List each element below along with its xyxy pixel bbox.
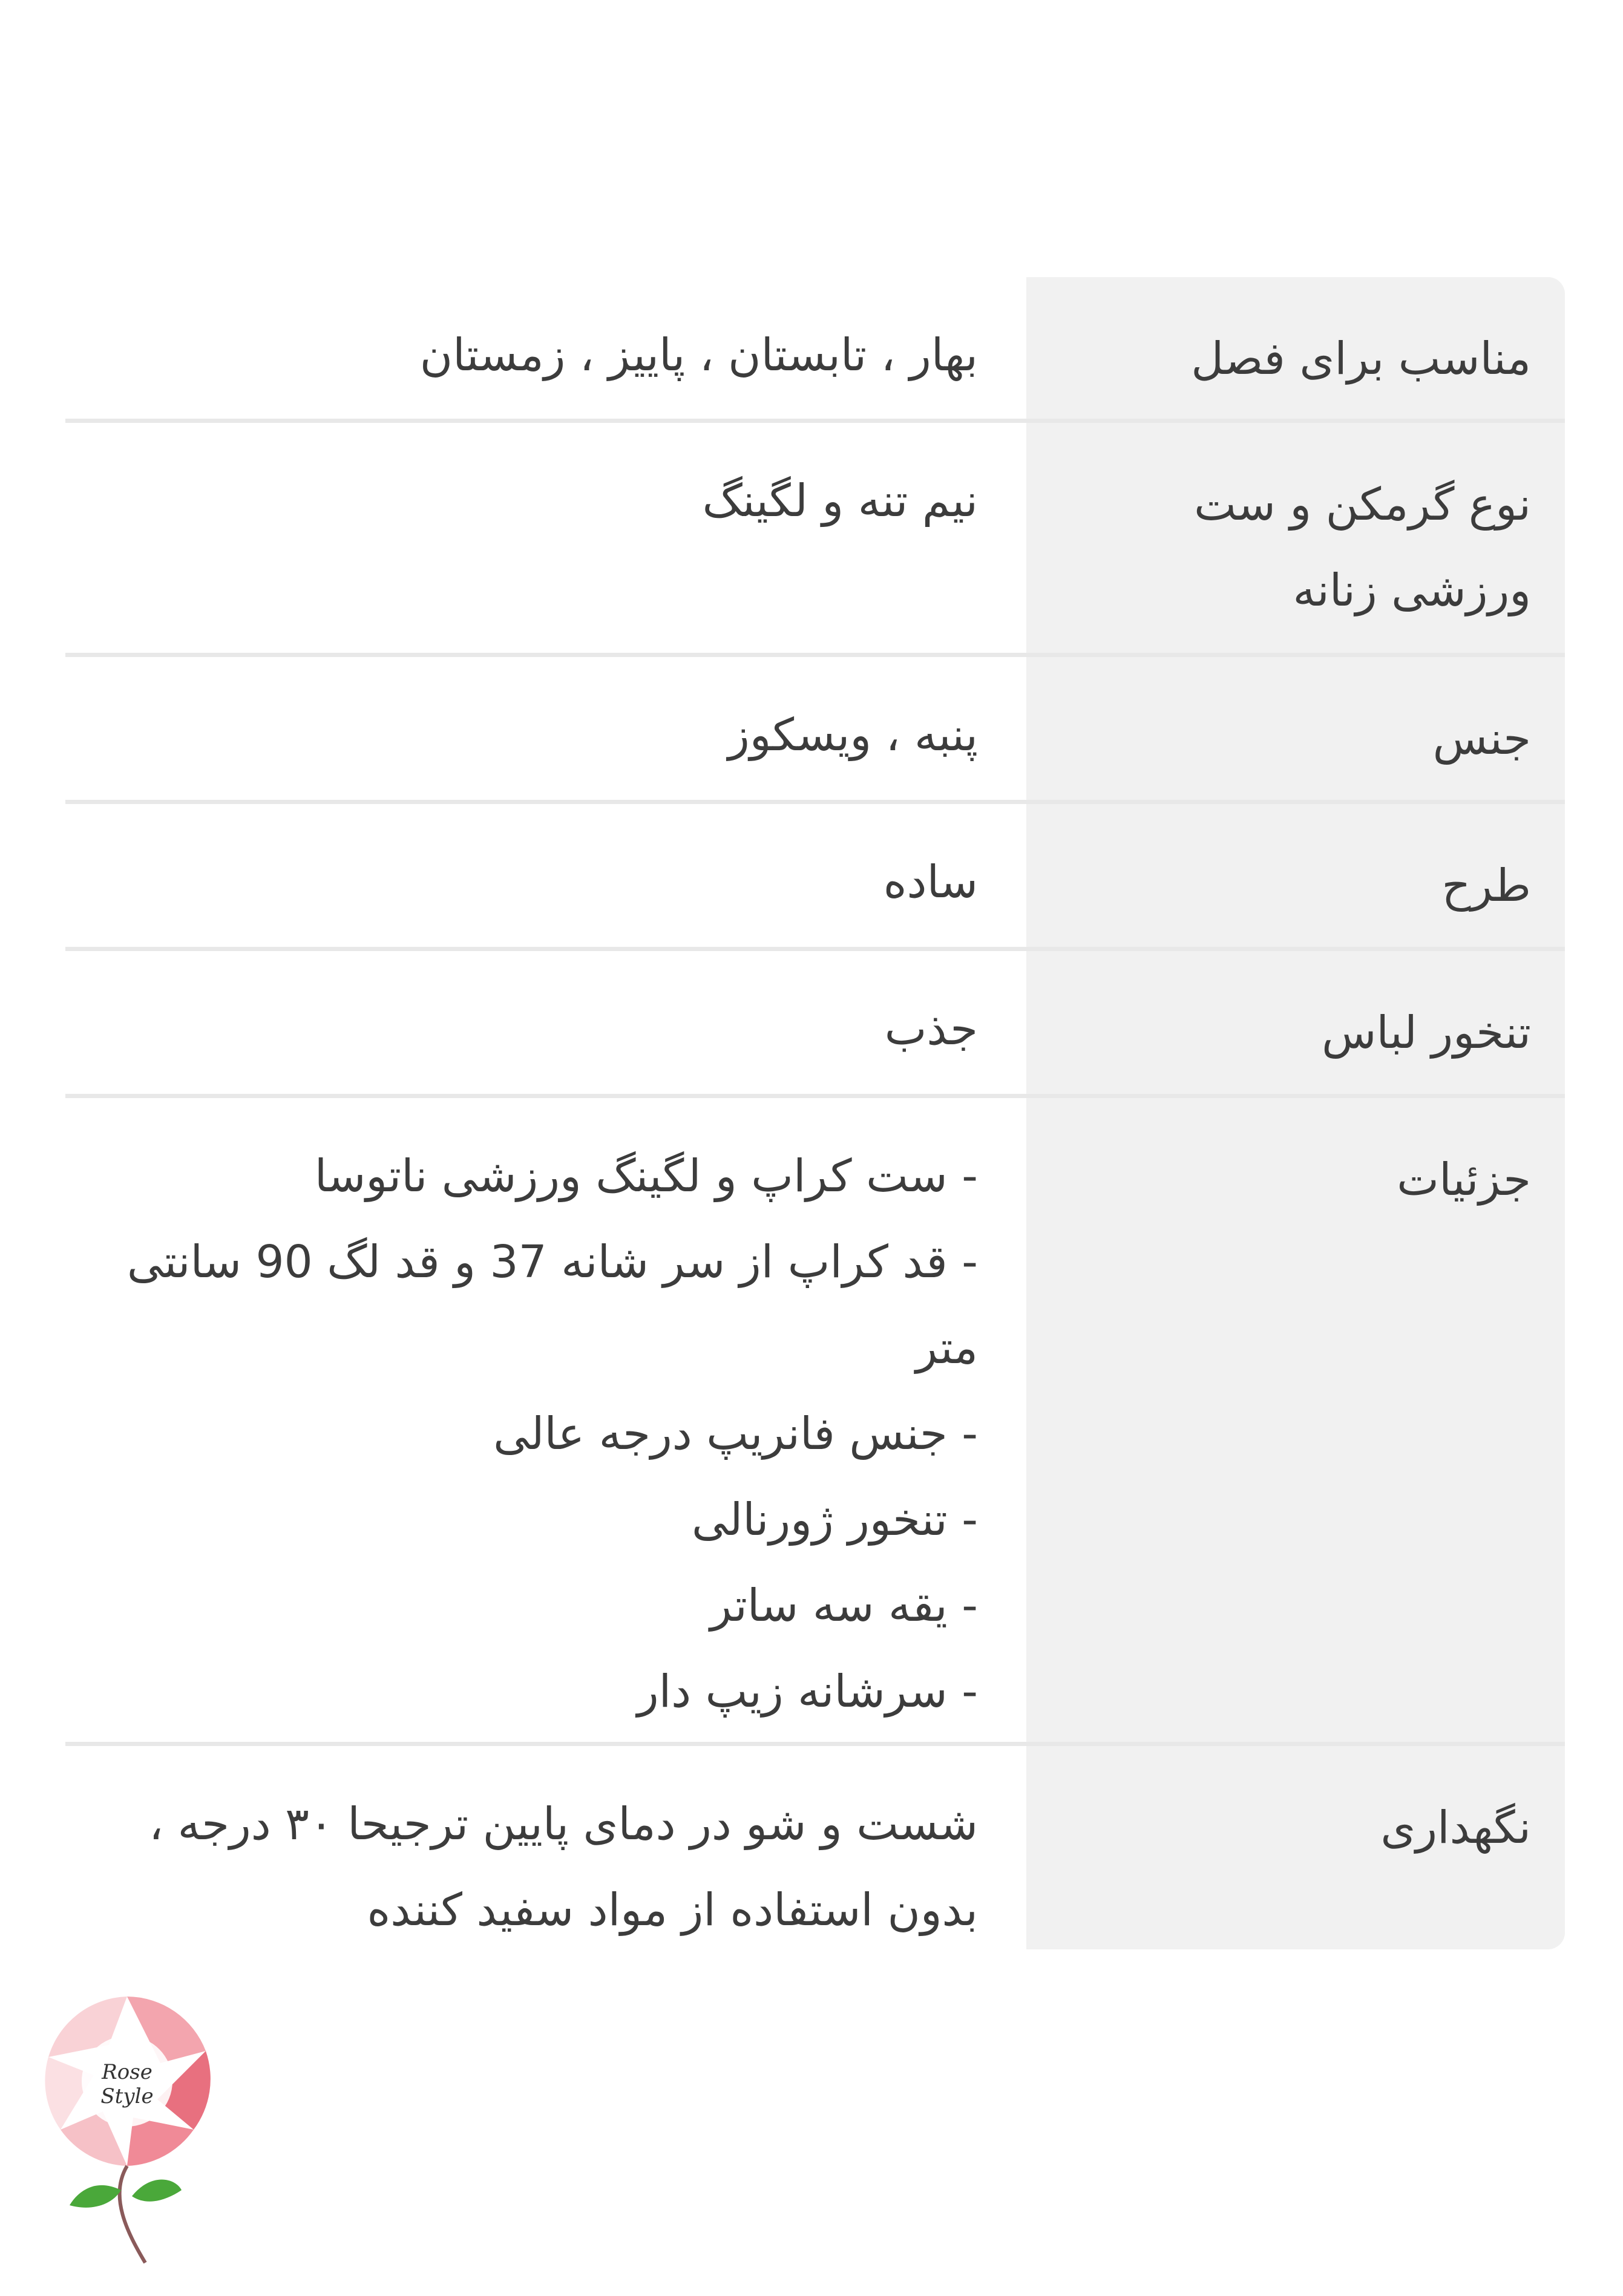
spec-row-type [65, 423, 1565, 657]
spec-label: جزئیات [1026, 1098, 1565, 1742]
spec-label: مناسب برای فصل [1026, 277, 1565, 419]
spec-value-details [65, 1098, 1026, 1742]
detail-line: - یقه سه ساتر [710, 1580, 978, 1632]
spec-row-material [65, 657, 1565, 804]
spec-value: شست و شو در دمای پایین ترجیحا ۳۰ درجه ، بدون استفاده از مواد سفید کننده [149, 1798, 978, 1936]
spec-row-season [65, 277, 1565, 423]
spec-label: جنس [1026, 657, 1565, 800]
detail-line: - سرشانه زیپ دار [637, 1666, 978, 1718]
spec-label: طرح [1026, 804, 1565, 947]
spec-row-details [65, 1098, 1565, 1746]
spec-value: ساده [883, 856, 978, 908]
rose-logo-icon [36, 1978, 230, 2269]
spec-value: نیم تنه و لگینگ [702, 475, 978, 527]
detail-line: - جنس فانریپ درجه عالی [493, 1408, 978, 1460]
spec-value: بهار ، تابستان ، پاییز ، زمستان [419, 329, 978, 381]
spec-row-care [65, 1746, 1565, 1949]
spec-label: تنخور لباس [1026, 951, 1565, 1094]
spec-row-fit [65, 951, 1565, 1098]
spec-value: پنبه ، ویسکوز [727, 709, 978, 761]
spec-label: نگهداری [1026, 1746, 1565, 1949]
detail-line: - تنخور ژورنالی [692, 1494, 978, 1546]
spec-label: نوع گرمکن و ست ورزشی زنانه [1026, 423, 1565, 653]
spec-value: جذب [884, 1003, 978, 1055]
product-spec-table [65, 277, 1565, 1949]
detail-line: - قد کراپ از سر شانه 37 و قد لگ 90 سانتی متر [126, 1236, 978, 1374]
logo-text: Rose Style [100, 2060, 154, 2108]
spec-row-pattern [65, 804, 1565, 951]
detail-line: - ست کراپ و لگینگ ورزشی ناتوسا [314, 1150, 978, 1202]
